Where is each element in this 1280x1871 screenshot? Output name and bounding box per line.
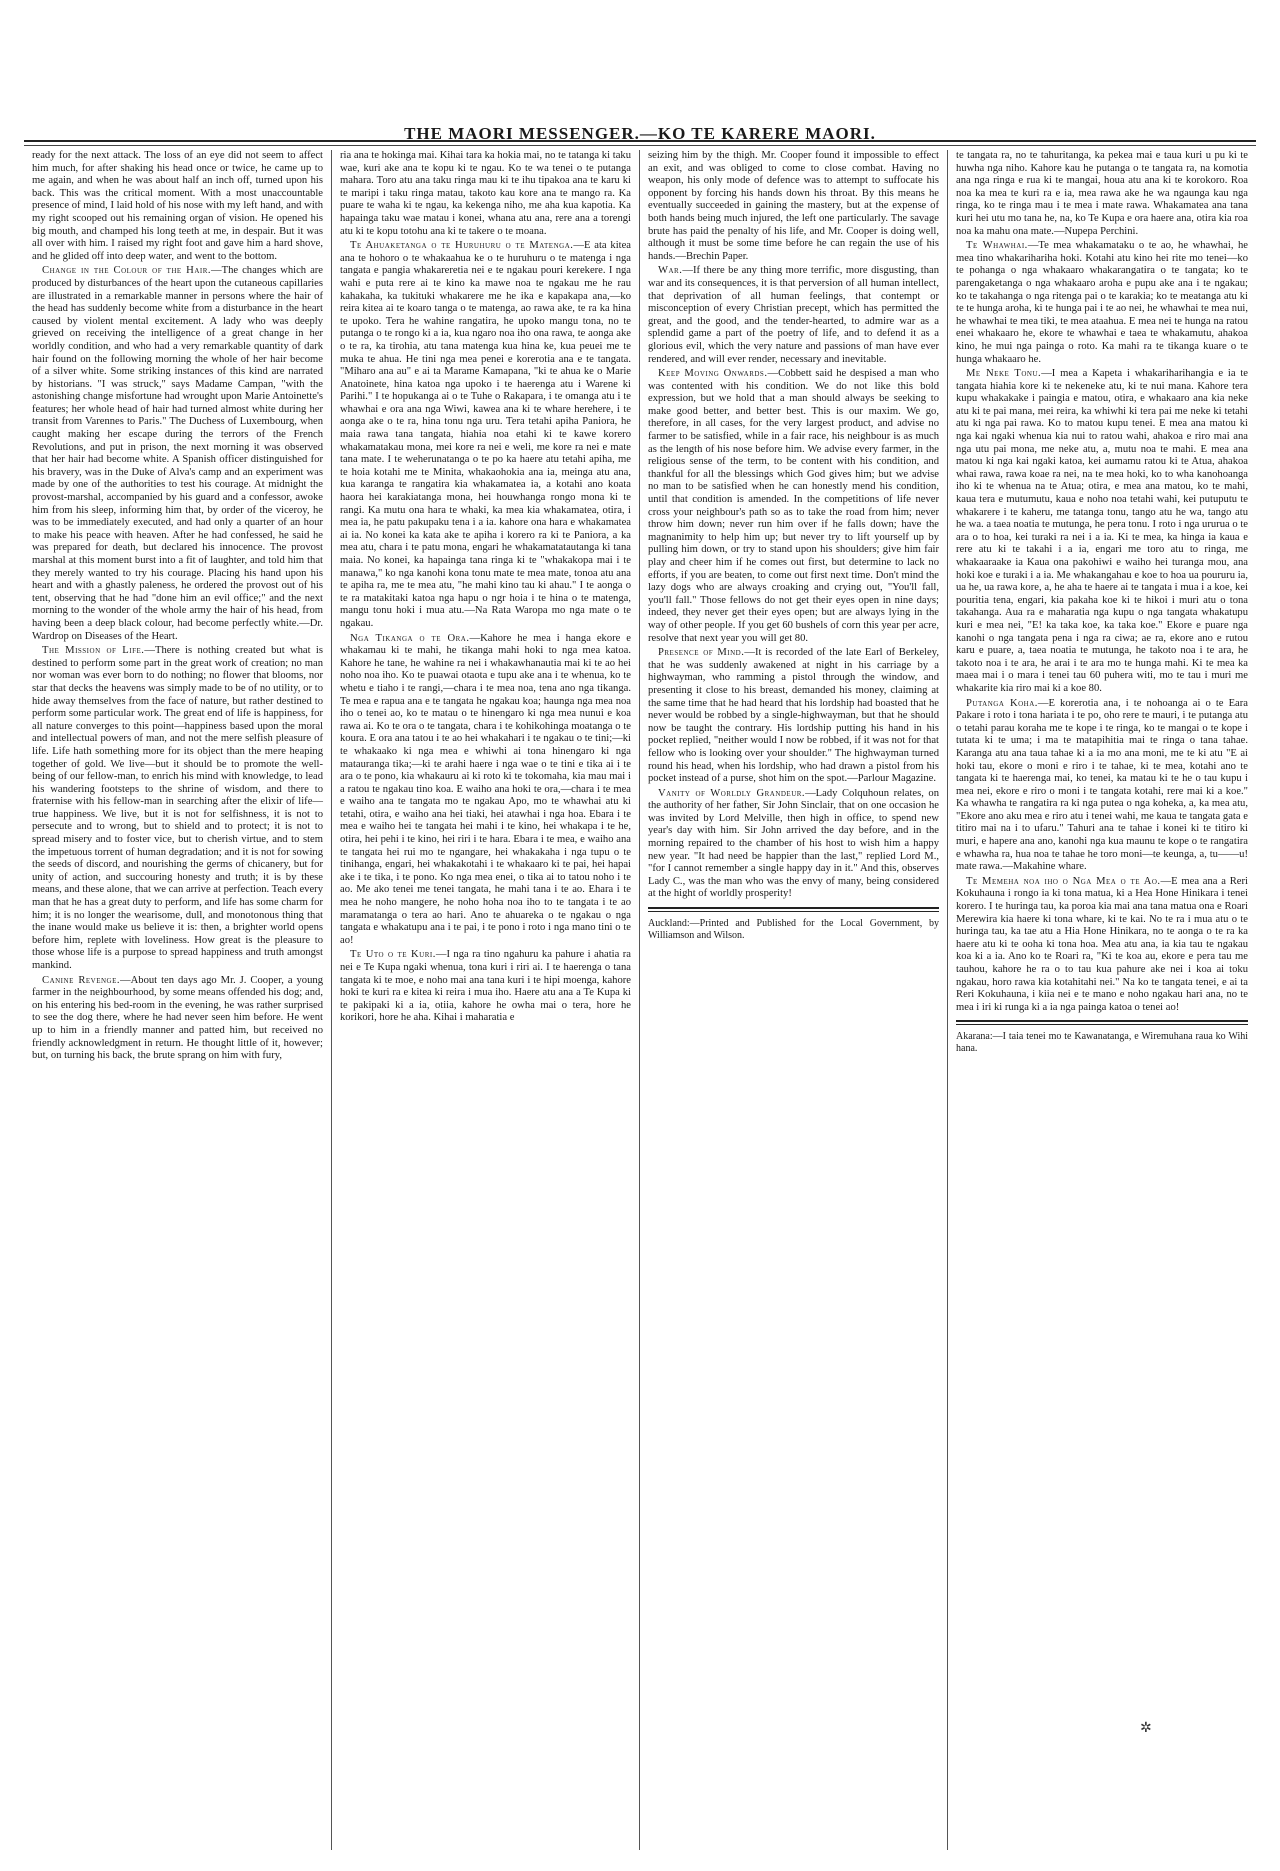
article-text: ready for the next attack. The loss of an eye did not seem to affect him much, for after shaking his head once or twice, he came up to me again, and when he was about half an inch off, turned upon his back. This was the critical moment. With a most unaccountable presence of mind, I laid hold of his nose with my left hand, and with my right scooped out his remaining organ of vision. He opened his big mouth, and champed his long teeth at me, in despair. But it was all over with him. I raised my right foot and gave him a hard shove, and he glided off into deep water, and went to the bottom.: [32, 150, 323, 262]
article-text: —There is nothing created but what is destined to perform some part in the great work of creation; no man nor woman was ever born to do nothing; no flower that blooms, nor star that decks the heavens was simply made to be of no utility, or to hide away themselves from the face of nature, but rather destined to perform some particular work. The great end of life is happiness, for all nature converges to this point—happiness based upon the moral and intellectual powers of man, and not the mere selfish pleasure of life. Life hath something more for its object than the mere heaping together of gold. We live—but it should be to promote the well-being of our fellow-man, to enrich his mind with knowledge, to lead his wandering footsteps to the shrine of wisdom, and there to fraternise with his fellow-man in searching after the elixir of life—true happiness. We live, but it is not for selfishness, it is not to persecute and to wrong, but to shield and to protect; it is not to spread misery and to foster vice, but to cherish virtue, and to stem the impetuous torrent of human degradation; and it is not for sowing the seeds of discord, and nourishing the germs of chicanery, but for unity of action, and succouring honesty and truth; it is by these means, and these alone, that we can arrive at perfection. Teach every man that he has a great duty to perform, and life has some charm for him; it is no longer the wearisome, dull, and monotonous thing that the inane would make us believe it is: then, a brighter world opens before him, replete with loveliness. How great is the pleasure to those whose life is a purpose to spread happiness and truth amongst mankind.: [32, 645, 323, 971]
article-heading: Change in the Colour of the Hair.: [42, 265, 212, 277]
article-heading: Keep Moving Onwards.: [658, 368, 768, 380]
article-text: —It is recorded of the late Earl of Berkeley, that he was suddenly awakened at night in his carriage by a highwayman, who ramming a pistol through the window, and presenting it close to his breast, demanded his money, claiming at the same time that he had heard that his lordship had boasted that he never would be robbed by a single-highwayman, but that he should now be taught the contrary. His lordship putting his hand in his pocket replied, "neither would I now be robbed, if it was not for that fellow who is looking over your shoulder." The highwayman turned round his head, when his lordship, who had drawn a pistol from his pocket instead of a purse, shot him on the spot.—Parlour Magazine.: [648, 647, 939, 785]
column-1: [24, 150, 332, 1850]
article-paragraph: [648, 647, 939, 786]
article-text: —Kahore he mea i hanga ekore e whakamau ki te mahi, he tikanga mahi hoki to nga mea katoa. Kahore he tane, he wahine ra nei i whakawhanautia mai ki te ao hei noho noa iho. Ko te puawai otaota e tupu ake ana i te whenua, ko te whetu e tiaho i te rangi,—chara i te mea noa, tena ano nga tikanga. Te mea e rapua ana e te tangata he ngakau koa; haunga nga mea noa iho o tenei ao, ko te matau o te hinengaro ki nga mea nunui e koa rawa ai. Ko te ora o te tangata, chara i te kohikohinga moatanga o te koura. E ora ana tatou i te ao hei whakahari i te ngakau o te tini;—ki te whakaako ki nga mea e whiwhi ai tona hinengaro ki nga matauranga tika;—ki te arahi haere i nga wae o te tini e tika ai i te ara o te pono, kia whakauru ai ki roto ki te tokomaha, kia mau mai i a ratou te ngakau tino koa. E waiho ana hoki te ora,—chara i te mea e waiho ana te tangata mo te ngakau Apo, mo te whawhai atu ki tetahi, otira, e waiho ana hei tiaki, hei atawhai i nga hoa. Ebara i te mea e waiho hei te tangata hei mahi i te kino, hei whakapa i te he, otira, hei pehi i te kino, hei riri i te hara. Ebara i te mea, e waiho ana te tangata hei rui mo te ngangare, hei whakakaha i nga tupu o te tinihanga, engari, hei whakakotahi i te whakaaro ki te pai, hei hapai ake i te tika, i te pono. Ko nga mea enei, o tika ai to tatou noho i te ao. Me ako tenei me tenei tangata, he mahi tana i te ao. Ehara i te mea he noho mangere, he noho hoha noa iho to te tangata i te ao maramatanga o tera ao hari. Ano te ahuareka o te ngakau o nga tangata e whakatupu ana i te pai, i te pono i roto i nga mano tini o te ao!: [340, 632, 631, 946]
imprint-divider: [648, 907, 939, 912]
article-heading: Te Whawhai.: [966, 240, 1028, 252]
notice-divider: [956, 1020, 1248, 1025]
article-heading: War.: [658, 265, 683, 277]
article-heading: Vanity of Worldly Grandeur.: [658, 787, 806, 799]
notice-text: Akarana:—I taia tenei mo te Kawanatanga, e Wiremuhana raua ko Wihi hana.: [956, 1031, 1248, 1055]
article-text: —E korerotia ana, i te nohoanga ai o te Eara Pakare i roto i tona hariata i te po, oho rere te mauri, i te putanga atu o tetahi parau koraha me te kope i te ringa, ko te mangai o te kope i tutata ki te uma; i ma te matapihitia mai te ringa o tana tahae. Karanga atu ana taua tahae ki a ia mo ana moni, me te ki atu "E ai hoki tau, ekore o moni e riro i te tahae, ki te mea, kotahi ano te tangata ki te haerenga mai, ko tenei, ka matau ki te he o tau kupu i mea nei, ekore e riro o moni i te tangata kotahi, rere mai ki a koe." Ka whawha te rangatira ra ki nga putea o nga koheka, a, ka mea atu, "Ekore ano aku mea e riro atu i tenei wahi, me kaua te tangata gata e titiro mai na i to ufaru." Tahuri ana te tahae i konei ki te titiro ki muri, e hapere ana ano, kanohi nga kua maunu te kope o te rangatira e whawha ra, hua noa te tahae he toro moni—te keunga, a, tu——u! mate rawa.—Makahine whare.: [956, 697, 1248, 873]
column-3: [640, 150, 948, 1850]
article-text: —Lady Colquhoun relates, on the authority of her father, Sir John Sinclair, that on one occasion he was invited by Lord Melville, then high in office, to spend new year's day with him. Sir John arrived the day before, and in the morning repaired to the chamber of his host to wish him a happy new year. "It had need be happier than the last," replied Lord M., "for I cannot remember a single happy day in it." And this, observes Lady C., was the man who was the envy of many, being considered at the hight of worldly prosperity!: [648, 787, 939, 900]
article-text: —I nga ra tino ngahuru ka pahure i ahatia ra nei e Te Kupa ngaki whenua, tona kuri i riri ai. I te haerenga o tana tangata ki te moe, e noho mai ana tana kuri i te hipi moenga, kahore hoki te kuri ra e kitea ki reira i mua iho. Haere atu ana a Te Kupa ki te pakipaki ki a ia, otiia, kahore he owha mai o tera, hore he korikori, hore he aha. Kihai i maharatia e: [340, 949, 631, 1024]
article-paragraph: [956, 240, 1248, 366]
printer-ornament-icon: ✲: [1140, 1721, 1152, 1736]
article-heading: Putanga Koha.: [966, 697, 1038, 709]
article-paragraph: [648, 788, 939, 901]
masthead-rule-bottom: [24, 145, 1256, 146]
article-paragraph: [648, 265, 939, 366]
article-text: —Cobbett said he despised a man who was contented with his condition. We do not like this bold expression, but we hold that a man should always be seeking to make good better, and better best. This is our maxim. We go, therefore, in all cases, for the very largest product, and advise no farmer to be satisfied, while in a fair race, his neighbour is as much as the length of his nose before him. We advise every farmer, in the religious sense of the term, to be content with his condition, and thankful for all the blessings which God gives him; but we advise no man to be satisfied when he can honestly mend his condition, until that condition is amended. In the competitions of life never cross your neighbour's path so as to take the road from him; never throw him down; never run him over if he falls down; have the magnanimity to help him up; but never try to lift yourself up by pulling him down, or try to stand upon his shoulders; give him fair play and cheer him if he comes out first, but determine to lack no efforts, if you are beaten, to come out first next time. Don't mind the lazy dogs who are always croaking and crying out, "You'll fall, you'll fall." Those fellows do not get their eyes open in nine days; indeed, they never get their eyes open; but are always lying in the way of other people. If you get 60 bushels of corn this year per acre, resolve that next year you will get 80.: [648, 368, 939, 644]
article-text: —If there be any thing more terrific, more disgusting, than war and its consequences, it is that perversion of all human intellect, that deprivation of all human feelings, that contempt or misconception of every Christian precept, which has permitted the great, and the good, and the tender-hearted, to admire war as a splendid game a part of the poetry of life, and to defend it as a glorious evil, which the very nature and passions of man have ever rendered, and will ever render, necessary and inevitable.: [648, 265, 939, 365]
article-paragraph: [956, 368, 1248, 695]
masthead-title: THE MAORI MESSENGER.—KO TE KARERE MAORI.: [404, 124, 876, 143]
article-heading: Canine Revenge.: [42, 974, 121, 986]
article-heading: Nga Tikanga o te Ora.: [350, 632, 470, 644]
column-2: [332, 150, 640, 1850]
article-paragraph: [956, 876, 1248, 1015]
article-paragraph: [340, 240, 631, 630]
article-text: te tangata ra, no te tahuritanga, ka pekea mai e taua kuri u pu ki te huwha nga niho. Kahore kau he putanga o te tangata ra, na komotia ana nga ringa e rua ki te mangai, houa atu ana ki te korokoro. Roa noa ka mea te kuri ra e ia, mea rawa ake he wa ngaunga kau nga ringa, ko te ringa mau i te mea i mate rawa. Whakamatea ana tana kuri hei utu mo tana he, na, ko Te Kupa e ora haere ana, otira kia roa noa ka mahu ona mate.—Nupepa Perchini.: [956, 150, 1248, 237]
article-text: ria ana te hokinga mai. Kihai tara ka hokia mai, no te tatanga ki taku wae, kuri ake ana te kopu ki te ngau. Ko te wa tenei o te putanga mahara. Toro atu ana taku ringa mau ki te ihu tipakoa ana te karu ki te maripi i taku ringa matau, takoto kau kore ana te mango ra. Ka puare te waha ki te ngau, ka kekenga niho, me aha kua kapotia. Ka hapainga taku wae matau i konei, whana atu ana, rere ana a torengi atu ki te kopu totohu ana ki te takere o te moana.: [340, 150, 631, 237]
article-text: —I mea a Kapeta i whakariharihangia e ia te tangata hiahia kore ki te nekeneke atu, ki te nui mana. Kahore tera kupu whakakake i paingia e matou, otira, e whakaaro ana kia neke atu ki te pai mana, mei reira, ka whiwhi ki tera pai me neke ki tetahi atu ki nga pai rawa. Ko to matou kupu tenei. E mea ana matou ki nga kai ngaki whenua kia nui to ratou wahi, ahakoa e riro mai ana nga utu pai mona, me neke atu, a, mutu noa te mahi. E mea ana matou ki nga kai ngaki katoa, kei aumamu ratou ki te Atua, ahakoa whai rawa, rawa koae ra nei, na te mea hoki, ko to wha kanohoanga iho ki te whenua na te Atua; otira, e mea ana matou, ko te mahi, kaua tera e mutumutu, kaua e noho noa tetahi wahi, kei putuputu te whakarere i te kaheru, me tatanga tonu, tango atu he wa, tango atu he wa. a taea noatia te mutunga, he pera tonu. I roto i nga ururua o te ara o to hoa, kei turaki ra nei i a ia. Ki te mea, ka hinga ia kaua e rere atu ki te takahi i a ia, engari me toro atu to ringa, me whakaaraake ia Kaua ona pakohiwi e waiho hei turanga mou, ana hoki koe e turaki i a ia. Me whakangahau e koe to hoa ua poururu ia, ua he, ua rawa kore, a, he aha te haere ai te tangata i mua i a koe, kei pouritia tena, engari, kia pakaha koe ki te hikoi i muri atu o tona takahanga. Aua ra e maharatia nga kupu o nga tangata whakatupu kuri e mea nei, "E! ka taka koe, ka taka koe." Ekore e puare nga kanohi o nga tangata pena i nga ra ciwa; ae ra, ekore ano e rutou karu e puare, a, taea noatia te mutunga, he takoto noa i te ara, he takoto noa i te ara, he arai i te ara mo te hunga mahi. Ki te mea ka maea mai i o mara i tenei tau 60 puhera witi, mo te tau i muri me whakarite kia riro mai ki a koe 80.: [956, 368, 1249, 694]
article-heading: Presence of Mind.: [658, 647, 745, 659]
column-4: [948, 150, 1256, 1850]
newspaper-columns: [24, 150, 1256, 1850]
article-text: —E ata kitea ana te hohoro o te whakaahua ke o te huruhuru o te matenga i nga tangata e pangia whakareretia nei e te ngakau pouri kerekere. I nga wahi e puta rere ai te kino ka mawe noa te ngakau me he rau kahakaha, ka tukituki whakarere me he ika e kapakapa ana,—ko reira kitea ai te koaro tanga o te matenga, ao rawa ake, te ra ka hina te upoko. Tera he wahine rangatira, he upoko mangu tona, no te putanga o te rongo ki a ia, kua ngaro noa iho ona rawa, te aonga ake o te ra, ka tirohia, atu tana matenga kua hina ke, kua peuei me te muka te ahua. He tini nga mea penei e korerotia ana e te tangata. "Miharo ana au" e ai ta Marame Kamapana, "ki te ahua ke o Marie Anatoinete, hina katoa nga upoko i te haerenga atu i Warene ki Parihi." I te hopukanga ai o te Tuhe o Rakapara, i te omanga atu i te whawhai e ora ana nga Wiwi, kawea ana ki te whare herehere, i te aonga ake o te ra, hina tonu nga uru. Tera tetahi apiha Paniora, he maia rawa tana tangata, hiahia noa etahi ki te kawe korero whakamatakau mona, mei kore ra nei e weli, me kore ra nei e mate tana mate. I te weherunatanga o te po ka haere atu tetahi apiha, me te hoia kotahi me te Minita, whakaohokia ana ia, meinga atu ana, kua karanga te rangatira kia whakamatea ia, a kotahi ano koata haora hei karakiatanga mona, hei houwhanga rongo mona ki te rangi. Ka mutu ona hara te whaki, ka mea kia whakamatea, otira, i mea ia, he patu pakupaku tena i a ia. kahore ona hara e whakamatea ai ia. No konei ka kata ake te apiha i korero ra ki te Paniora, a ka mea atu, chara i te patu mona, engari he whakamatatautanga ki tana maia. No konei, ka hapainga tana ringa ki te "whakakopa mai i te manawa," ko nga kanohi kona tonu mate te mea mate, tonoa atu ana te apiha ra, me te mea atu, "he mahi kino tau ki ahau." I te aonga o te ra matakitaki katoa nga hapu o ngr hoia i te hina o te matenga, mangu tonu hoki i mua atu.—Na Rata Waropa mo nga mate o te ngakau.: [340, 240, 632, 629]
article-paragraph: [32, 645, 323, 972]
article-paragraph: [32, 265, 323, 643]
article-paragraph: [956, 698, 1248, 874]
article-text: seizing him by the thigh. Mr. Cooper found it impossible to effect an exit, and was obliged to come to close combat. Having no weapon, his only mode of defence was to attempt to suffocate his opponent by forcing his hands down his throat. By this means he eventually succeeded in gaining the mastery, but at the expense of both hands being much injured, the left one particularly. The savage brute has paid the penalty of his life, and Mr. Cooper is doing well, although it must be some time before he can regain the use of his hands.—Brechin Paper.: [648, 150, 939, 262]
article-heading: Te Ahuaketanga o te Huruhuru o te Matenga.: [350, 240, 574, 252]
article-paragraph: [32, 975, 323, 1063]
article-paragraph: [340, 949, 631, 1025]
article-paragraph: [648, 368, 939, 645]
imprint-text: Auckland:—Printed and Published for the Local Government, by Williamson and Wilson.: [648, 918, 939, 942]
article-text: —Te mea whakamataku o te ao, he whawhai, he mea tino whakarihariha hoki. Kotahi atu kino hei rite mo tenei—ko te pohanga o nga whakaaro whakarangatira o te tangata; ko te parengaketanga o nga whakaaro aroha e pupu ake ana i te ngakau; ko te takahanga o nga ritenga pai o te karakia; ko te meatanga atu ki te te hunga aroha, ki te hunga pai i te ao nei, he whawhai te mea nui, he whawhai te mea tiki, te mea ataahua. E mea nei te hunga na ratou enei whakaaro he, ekore te whawhai e taea te whakamutu, ahakoa kino, he mui nga painga o roto. Ka mahi ra te tikanga kuare o te hunga whakaaro he.: [956, 240, 1248, 365]
article-text: —The changes which are produced by disturbances of the heart upon the cutaneous capillaries are illustrated in a remarkable manner in persons where the hair of the head has suddenly become white from a disturbance in the heart caused by violent mental excitement. A lady who was deeply grieved on receiving the intelligence of a great change in her worldly condition, and who had a very remarkable quantity of dark hair found on the following morning the whole of her hair become of a silver white. Some striking instances of this kind are narrated by historians. "I was struck," says Madame Campan, "with the astonishing change misfortune had wrought upon Marie Antoinette's features; her whole head of hair had turned almost white during her transit from Varennes to Paris." The Duchess of Luxembourg, when caught making her escape during the terrors of the French Revolutions, and put in prison, the next morning it was observed that her hair had become white. A Spanish officer distinguished for his bravery, was in the Duke of Alva's camp and an experiment was made by one of the authorities to test his courage. At midnight the provost-marshal, accompanied by his guard and a confessor, awoke him from his sleep, informing him that, by order of the viceroy, he was to be immediately executed, and had only a quarter of an hour to make his peace with heaven. After he had confessed, he said he was prepared for death, but declared his innocence. The provost marshal at this moment burst into a fit of laughter, and told him that they merely wanted to try his courage. Placing his hand upon his heart and with a ghastly paleness, he ordered the provost out of his tent, observing that he had "done him an evil office;" and the next morning to the wonder of the whole army the hair of his head, from having been a deep black colour, had become perfectly white.—Dr. Wardrop on Diseases of the Heart.: [32, 265, 323, 642]
article-text: —About ten days ago Mr. J. Cooper, a young farmer in the neighbourhood, by some means offended his dog; and, on his entering his bed-room in the evening, he was rather surprised to see the dog there, where he had never seen him before. He went up to him in a friendly manner and patted him, but received no friendly acknowledgment in return. He thought little of it, however; but, on turning his back, the brute sprang on him with fury,: [32, 974, 323, 1062]
article-paragraph: [340, 633, 631, 948]
article-text: —E mea ana a Reri Kokuhauna i rongo ia ki tona matua, ki a Hea Hone Hinikara i tenei korero. I te huringa tau, ka poroa kia mai ana tana matua ona e Roari Merewira kia haere ki tona whare, ki te kai. No te ra i mua atu o te huringa tau, ka tae atu a Hia Hone Hinikara, no te aonga o te ra ka haere atu ki te ooha ki tona hoa. Mea atu ana, ia kia tau te ngakau koa ki a ia. Ano ko te Roari ra, "Ki te koa au, ekore e pera tau me tauhou, kahore he ra o to tau kua pahure ake nei i koa ai toku ngakau, horo rawa kia kotahitahi nei." Na ko te tangata tenei, e ai ta Reri Kokuhauna, i kiia nei e te mano e noho ngakau hari ana, no te mea i iri ki runga ki a ia nga painga katoa o tenei ao!: [956, 875, 1248, 1013]
article-heading: Te Uto o te Kuri.: [350, 949, 436, 961]
article-heading: The Mission of Life.: [42, 645, 145, 657]
article-heading: Te Memeha noa iho o Nga Mea o te Ao.: [966, 875, 1161, 887]
article-heading: Me Neke Tonu.: [966, 368, 1042, 380]
